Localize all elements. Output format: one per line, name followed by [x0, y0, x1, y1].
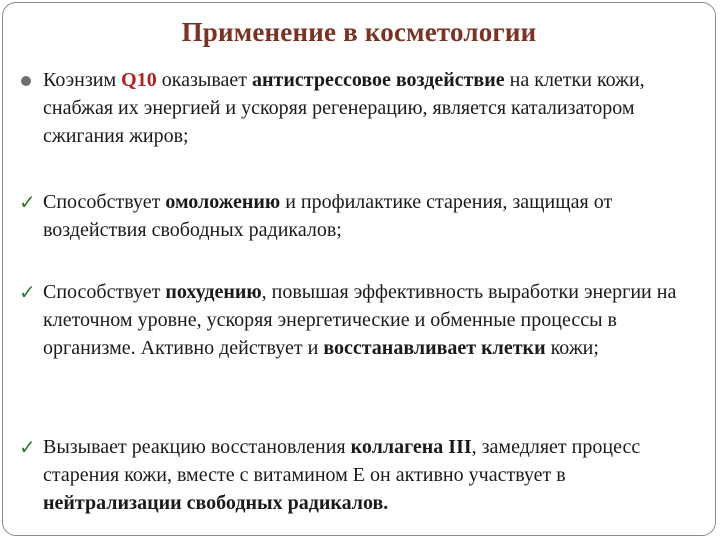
item-2-text-b: и профилактике старения, защищая от воздействия свободных радикалов;	[43, 191, 613, 241]
item-4-text-b: , замедляет процесс старения кожи, вместе с витамином Е он активно участвует в	[43, 436, 641, 486]
item-1-bold: антистрессовое воздействие	[252, 69, 505, 91]
item-4-bold-b: нейтрализации свободных радикалов.	[43, 492, 389, 514]
checkmark-icon: ✓	[19, 190, 36, 214]
checkmark-icon: ✓	[19, 435, 36, 459]
list-item-4	[19, 433, 697, 517]
item-2-bold: омоложению	[165, 191, 281, 213]
item-3-text-c: кожи;	[545, 337, 599, 359]
item-1-text-c: на клетки кожи, снабжая их энергией и ускоряя регенерацию, является катализатором сжигания жиров;	[43, 69, 645, 147]
list-item-2	[19, 188, 697, 244]
item-4-text-a: Вызывает реакцию восстановления	[43, 436, 351, 458]
item-3-bold-a: похудению	[165, 281, 262, 303]
item-3-text-a: Способствует	[43, 281, 166, 303]
item-1-q10: Q10	[121, 69, 157, 91]
item-2-text-a: Способствует	[43, 191, 166, 213]
list-item-1	[19, 66, 697, 150]
item-4-bold-a: коллагена III	[350, 436, 472, 458]
item-1-text-b: оказывает	[156, 69, 253, 91]
item-3-bold-b: восстанавливает клетки	[323, 337, 546, 359]
slide-title: Применение в косметологии	[181, 17, 537, 47]
item-3-text-b: , повышая эффективность выработки энергии на клеточном уровне, ускоряя энергетические и обменные процессы в организме. Активно действует и	[43, 281, 677, 359]
circle-bullet-icon	[21, 76, 31, 86]
list-item-3	[19, 278, 697, 362]
item-1-text-a: Коэнзим	[43, 69, 122, 91]
slide	[2, 2, 716, 536]
checkmark-icon: ✓	[19, 280, 36, 304]
